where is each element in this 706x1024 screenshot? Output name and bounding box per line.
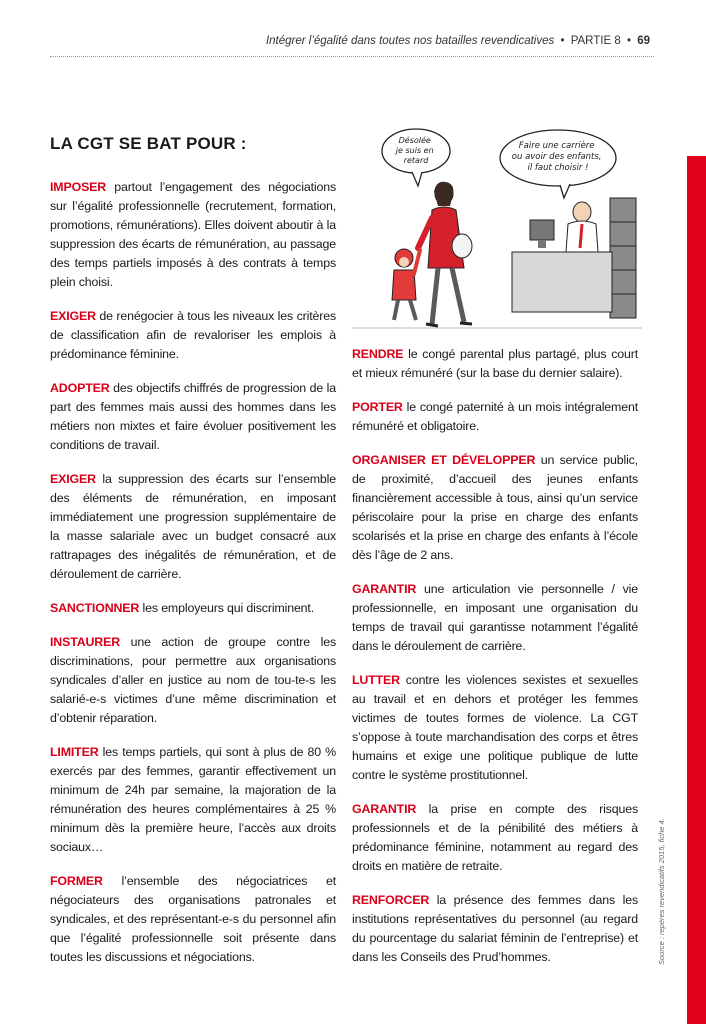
demand-keyword: GARANTIR — [352, 802, 417, 816]
demand-item — [50, 599, 336, 618]
cartoon-svg — [352, 128, 642, 340]
demand-keyword: EXIGER — [50, 472, 96, 486]
header-bullet: • — [560, 35, 565, 47]
demand-keyword: INSTAURER — [50, 635, 121, 649]
demand-text: partout l’engagement des négociations sur l’égalité professionnelle (recrutement, formation, promotions, rémunérations). Elles doivent aboutir à la suppression des écarts de rémunération, au passage des temps partiels imposés à des contrats à temps plein choisi. — [50, 180, 336, 289]
demand-item — [352, 891, 638, 967]
demand-item — [50, 178, 336, 292]
filing-cabinet — [610, 198, 636, 318]
cartoon-illustration — [352, 128, 642, 340]
bubble-left-line-3: retard — [403, 156, 429, 165]
demand-keyword: RENFORCER — [352, 893, 430, 907]
demand-text: le congé parental plus partagé, plus court et mieux rémunéré (sur la base du dernier salaire). — [352, 347, 638, 380]
demand-text: la suppression des écarts sur l’ensemble des éléments de rémunération, en imposant immédiatement une progression supplémentaire de la masse salariale avec un budget consacré aux rattrapages des inégalités de rémunération, et de déroulement de carrière. — [50, 472, 336, 581]
demand-keyword: ORGANISER ET DÉVELOPPER — [352, 453, 536, 467]
demand-item — [50, 307, 336, 364]
demand-item — [352, 671, 638, 785]
demand-keyword: ADOPTER — [50, 381, 110, 395]
demand-keyword: EXIGER — [50, 309, 96, 323]
bubble-left-line-1: Désolée — [398, 136, 431, 145]
demand-keyword: SANCTIONNER — [50, 601, 140, 615]
demand-keyword: GARANTIR — [352, 582, 417, 596]
demand-text: une articulation vie personnelle / vie professionnelle, en imposant une organisation du temps de travail qui garantisse notamment l’égalité dans le déroulement de carrière. — [352, 582, 638, 653]
demand-text: l’ensemble des négociatrices et négociateurs des organisations patronales et syndicales, et des représentant-e-s du personnel afin que l’égalité professionnelle soit présente dans toutes les discussions et négociations. — [50, 874, 336, 964]
page-number: 69 — [637, 35, 650, 47]
demand-text: de renégocier à tous les niveaux les critères de classification afin de revaloriser les emplois à prédominance féminine. — [50, 309, 336, 361]
demand-item — [352, 580, 638, 656]
demand-keyword: RENDRE — [352, 347, 404, 361]
demand-item — [50, 633, 336, 728]
demand-item — [50, 470, 336, 584]
left-column — [50, 178, 336, 982]
header-divider — [50, 56, 654, 57]
demand-text: la présence des femmes dans les institutions représentatives du personnel (au regard du pourcentage du salariat féminin de l’entreprise) et dans les Conseils des Prud’hommes. — [352, 893, 638, 964]
bubble-right-line-1: Faire une carrière — [518, 141, 595, 151]
demand-text: un service public, de proximité, d’accueil des jeunes enfants financièrement accessible à tous, ainsi qu’un service périscolaire pour la prise en charge des enfants scolarisés et la prise en charge des enfants à l’école dès l’âge de 2 ans. — [352, 453, 639, 562]
demand-text: les temps partiels, qui sont à plus de 80 % exercés par des femmes, garantir effectivement un minimum de 24h par semaine, la majoration de la rémunération des heures complémentaires à 25 % minimum dès la première heure, l’accès aux droits sociaux… — [50, 745, 336, 854]
demand-item — [352, 800, 638, 876]
child-figure — [392, 249, 420, 320]
demand-item — [50, 379, 336, 455]
bubble-left-line-2: je suis en — [395, 146, 434, 155]
speech-bubble-right — [500, 130, 616, 198]
page-title: LA CGT SE BAT POUR : — [50, 134, 247, 153]
bubble-right-line-3: il faut choisir ! — [527, 163, 589, 173]
demand-item — [352, 345, 638, 383]
demand-item — [352, 451, 638, 565]
bubble-right-line-2: ou avoir des enfants, — [511, 152, 602, 162]
demand-text: les employeurs qui discriminent. — [139, 601, 315, 615]
demand-keyword: LUTTER — [352, 673, 400, 687]
running-header — [266, 35, 650, 47]
section-tab — [687, 156, 706, 1024]
right-column — [352, 345, 638, 982]
source-note: Source : repères revendicatifs 2015, fiche 4. — [657, 818, 666, 965]
header-bullet-2: • — [626, 35, 631, 47]
man-at-desk — [512, 202, 612, 312]
demand-keyword: IMPOSER — [50, 180, 107, 194]
demand-text: des objectifs chiffrés de progression de la part des femmes mais aussi des hommes dans les métiers non mixtes et faire évoluer positivement les conditions de travail. — [50, 381, 336, 452]
demand-text: une action de groupe contre les discriminations, pour permettre aux organisations syndicales d’aller en justice au nom de tou-te-s les salarié-e-s victimes d’une même discrimination et d’obtenir réparation. — [50, 635, 336, 725]
woman-figure — [418, 182, 472, 326]
demand-text: le congé paternité à un mois intégralement rémunéré et obligatoire. — [352, 400, 638, 433]
demand-text: la prise en compte des risques professionnels et de la pénibilité des métiers à prédominance féminine, notamment au regard des droits en matière de retraite. — [352, 802, 638, 873]
running-title: Intégrer l’égalité dans toutes nos batailles revendicatives — [265, 35, 555, 47]
demand-text: contre les violences sexistes et sexuelles au travail et en dehors et protéger les femmes victimes de toutes formes de violence. La CGT s’oppose à toute marchandisation des corps et êtres humains et exige une politique publique de lutte contre le système prostitutionnel. — [352, 673, 638, 782]
demand-item — [50, 743, 336, 857]
demand-item — [352, 398, 638, 436]
demand-item — [50, 872, 336, 967]
demand-keyword: LIMITER — [50, 745, 99, 759]
part-label: PARTIE 8 — [570, 35, 621, 47]
demand-keyword: FORMER — [50, 874, 103, 888]
demand-keyword: PORTER — [352, 400, 403, 414]
speech-bubble-left — [382, 129, 450, 186]
